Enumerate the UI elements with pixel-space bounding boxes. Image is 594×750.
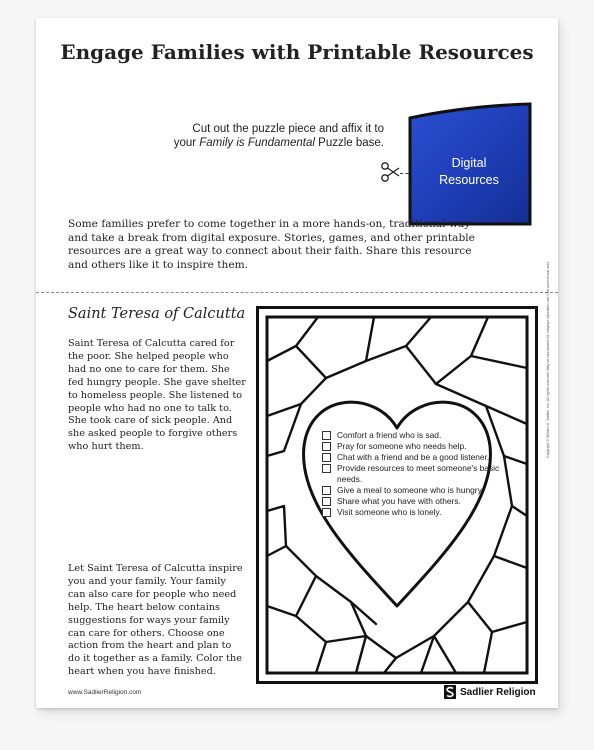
copyright-notice: Copyright © William H. Sadlier, Inc. All rights reserved. May be reproduced for religious education use (not commercial use). [546,261,550,458]
checkbox-icon[interactable] [322,453,331,462]
puzzle-piece-label [410,155,528,189]
checklist-item-label: Visit someone who is lonely. [337,507,442,518]
checklist-item-label: Give a meal to someone who is hungry. [337,484,484,495]
checklist-item-label: Provide resources to meet someone's basic needs. [337,463,500,484]
checkbox-icon[interactable] [322,497,331,506]
cut-instruction-italic: Family is Fundamental [199,137,315,149]
checklist-item[interactable] [322,496,522,507]
page-title: Engage Families with Printable Resources [60,40,534,64]
checkbox-icon[interactable] [322,431,331,440]
printable-sheet [36,18,558,708]
checkbox-icon[interactable] [322,486,331,495]
dashed-cut-divider [36,292,558,293]
puzzle-piece-label-line2: Resources [439,173,499,187]
saint-title: Saint Teresa of Calcutta [68,306,246,322]
checklist-item[interactable] [322,485,522,496]
checklist-item-label: Comfort a friend who is sad. [337,430,442,440]
cut-instruction-line1: Cut out the puzzle piece and affix it to [192,123,384,135]
scissors-icon [380,161,400,183]
checklist-item-label: Share what you have with others. [337,496,461,507]
checklist-item[interactable] [322,507,522,518]
inspire-paragraph: Let Saint Teresa of Calcutta inspire you and your family. Your family can also care for people who need help. The heart below contains suggestions for ways your family can care for others. Choose one action from the heart and plan to do it together as a family. Color the heart when you have finished. [68,563,243,678]
cut-instructions [116,122,384,150]
brand-mark [444,685,536,699]
checklist-item[interactable] [322,430,522,441]
cut-instruction-prefix: your [173,137,200,149]
checklist-item[interactable] [322,441,522,452]
checklist-item-label: Chat with a friend and be a good listener. [337,452,490,463]
cut-instruction-suffix: Puzzle base. [314,137,384,149]
checkbox-icon[interactable] [322,442,331,451]
footer-url[interactable]: www.SadlierReligion.com [68,689,142,696]
checkbox-icon[interactable] [322,464,331,473]
cut-instruction-line2 [116,136,384,150]
checklist-item[interactable] [322,463,522,484]
saint-bio-paragraph: Saint Teresa of Calcutta cared for the poor. She helped people who had no one to care for them. She fed hungry people. She gave shelter to homeless people. She listened to people who had no one to talk to. She took care of sick people. And she asked people to forgive others who hurt them. [68,338,246,453]
checklist-item[interactable] [322,452,522,463]
brand-name: Sadlier Religion [460,686,536,698]
checkbox-icon[interactable] [322,508,331,517]
checklist-item-label: Pray for someone who needs help. [337,441,467,452]
intro-paragraph: Some families prefer to come together in a more hands-on, traditional way and take a break from digital exposure. Stories, games, and other printable resources are a great way to connect about their faith. Share this resource and others like it to inspire them. [68,218,475,271]
sadlier-logo-icon [444,685,456,699]
puzzle-piece-label-line1: Digital [451,156,487,170]
action-checklist [322,430,522,518]
